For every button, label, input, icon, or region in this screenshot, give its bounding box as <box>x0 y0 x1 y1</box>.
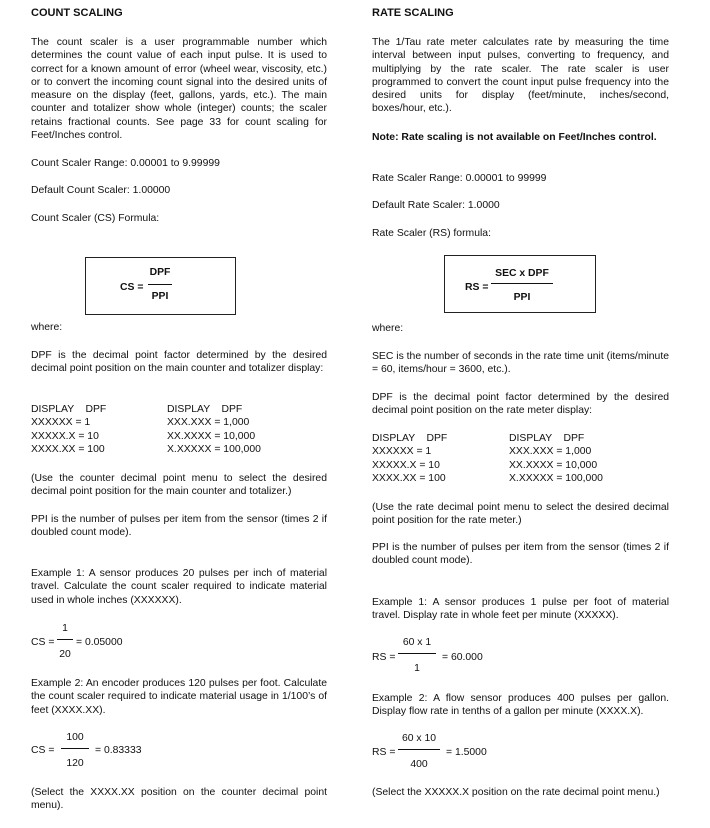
table-header: DISPLAY DPF <box>167 404 243 415</box>
fraction-numerator: 100 <box>66 732 84 743</box>
table-header: DISPLAY DPF <box>509 433 585 444</box>
example-1-result: = 0.05000 <box>76 637 123 648</box>
formula-denominator: PPI <box>148 284 172 303</box>
example-1-lhs: CS = <box>31 637 55 648</box>
example-2-lhs: RS = <box>372 747 396 758</box>
table-row: X.XXXXX = 100,000 <box>167 443 261 455</box>
where-label: where: <box>31 322 63 333</box>
fraction-numerator: 1 <box>62 623 68 634</box>
example-2-note: (Select the XXXXX.X position on the rate decimal point menu.) <box>372 787 660 798</box>
fraction-numerator: 60 x 1 <box>402 637 432 648</box>
example-1-fraction <box>398 636 436 676</box>
fraction-denominator: 1 <box>398 653 436 675</box>
count-scaler-default: Default Count Scaler: 1.00000 <box>31 185 171 196</box>
table-row: XX.XXXX = 10,000 <box>509 459 598 471</box>
rate-formula-label: Rate Scaler (RS) formula: <box>372 228 491 239</box>
example-1-lhs: RS = <box>372 652 396 663</box>
example-2-result: = 1.5000 <box>446 747 487 758</box>
table-row: XXXX.XX = 100 <box>31 443 105 455</box>
table-row: XXXXX.X = 10 <box>372 459 440 471</box>
table-row: XXXXX.X = 10 <box>31 430 99 442</box>
formula-denominator: PPI <box>491 283 553 304</box>
example-1-fraction <box>57 622 73 662</box>
count-scaling-title: COUNT SCALING <box>31 7 123 19</box>
table-header: DISPLAY DPF <box>372 433 448 444</box>
rate-scaling-intro: The 1/Tau rate meter calculates rate by measuring the time interval between input pulses, converting to frequency, and multiplying by the rate scaler. The rate scaler is user programmed to convert the count input pulse frequency into the desired units for display (feet/minute, inches/second, boxes/hour, etc.). <box>372 37 669 115</box>
example-1-text: Example 1: A sensor produces 20 pulses per inch of material travel. Calculate the count scaler required to indicate material used in whole inches (XXXXXX). <box>31 568 327 606</box>
ppi-definition: PPI is the number of pulses per item from the sensor (times 2 if doubled count mode). <box>372 542 669 567</box>
ppi-definition: PPI is the number of pulses per item from the sensor (times 2 if doubled count mode). <box>31 514 327 539</box>
example-2-text: Example 2: A flow sensor produces 400 pulses per gallon. Display flow rate in tenths of a gallon per minute (XXXX.X). <box>372 693 669 718</box>
table-row: XXX.XXX = 1,000 <box>167 417 250 429</box>
fraction-numerator: 60 x 10 <box>401 733 437 744</box>
table-header: DISPLAY DPF <box>31 404 107 415</box>
table-row: XXX.XXX = 1,000 <box>509 446 592 458</box>
fraction-denominator: 400 <box>398 749 440 771</box>
fraction-denominator: 120 <box>61 748 89 770</box>
dpf-table-right <box>167 403 261 456</box>
example-1-result: = 60.000 <box>442 652 483 663</box>
table-row: XXXX.XX = 100 <box>372 472 446 484</box>
count-formula-box <box>85 257 236 315</box>
example-1-text: Example 1: A sensor produces 1 pulse per foot of material travel. Display rate in whole feet per minute (XXXXX). <box>372 597 669 622</box>
formula-lhs: RS = <box>465 282 489 293</box>
table-row: X.XXXXX = 100,000 <box>509 472 603 484</box>
rate-formula-box <box>444 255 596 313</box>
example-2-result: = 0.83333 <box>95 745 142 756</box>
formula-lhs: CS = <box>120 282 144 293</box>
where-label: where: <box>372 323 404 334</box>
formula-numerator: SEC x DPF <box>495 268 549 279</box>
rate-scaler-default: Default Rate Scaler: 1.0000 <box>372 200 500 211</box>
example-2-fraction <box>398 732 440 772</box>
menu-note: (Use the counter decimal point menu to select the desired decimal point position for the main counter and totalizer.) <box>31 473 327 498</box>
formula-fraction <box>148 266 172 304</box>
example-2-fraction <box>61 731 89 771</box>
formula-fraction <box>491 267 553 305</box>
sec-definition: SEC is the number of seconds in the rate time unit (items/minute = 60, items/hour = 3600, etc.). <box>372 351 669 376</box>
count-formula-label: Count Scaler (CS) Formula: <box>31 213 160 224</box>
table-row: XXXXXX = 1 <box>31 417 91 429</box>
rate-scaler-range: Rate Scaler Range: 0.00001 to 99999 <box>372 173 547 184</box>
table-row: XX.XXXX = 10,000 <box>167 430 256 442</box>
menu-note: (Use the rate decimal point menu to select the desired decimal point position for the rate meter.) <box>372 502 669 527</box>
example-2-lhs: CS = <box>31 745 55 756</box>
dpf-table-left <box>31 403 106 456</box>
count-scaling-intro: The count scaler is a user programmable number which determines the count value of each input pulse. It is used to correct for a known amount of error (wheel wear, viscosity, etc.) or to convert the incoming count signal into the desired units of measure on the display (feet, gallons, yards, etc.). The main counter and totalizer show whole (integer) counts; the scaler retains fractional counts. See page 33 for count scaling for Feet/Inches control. <box>31 37 327 142</box>
dpf-definition: DPF is the decimal point factor determined by the desired decimal point position on the rate meter display: <box>372 392 669 417</box>
table-row: XXXXXX = 1 <box>372 446 432 458</box>
rate-scaling-note: Note: Rate scaling is not available on Feet/Inches control. <box>372 132 657 143</box>
example-2-note: (Select the XXXX.XX position on the counter decimal point menu). <box>31 787 327 812</box>
dpf-table-right <box>509 432 603 485</box>
example-2-text: Example 2: An encoder produces 120 pulses per foot. Calculate the count scaler required to indicate material usage in 1/100’s of feet (XXXX.XX). <box>31 678 327 716</box>
count-scaler-range: Count Scaler Range: 0.00001 to 9.99999 <box>31 158 220 169</box>
formula-numerator: DPF <box>149 267 171 278</box>
rate-scaling-title: RATE SCALING <box>372 7 454 19</box>
dpf-table-left <box>372 432 447 485</box>
fraction-denominator: 20 <box>57 639 73 661</box>
dpf-definition: DPF is the decimal point factor determined by the desired decimal point position on the main counter and totalizer display: <box>31 350 327 375</box>
